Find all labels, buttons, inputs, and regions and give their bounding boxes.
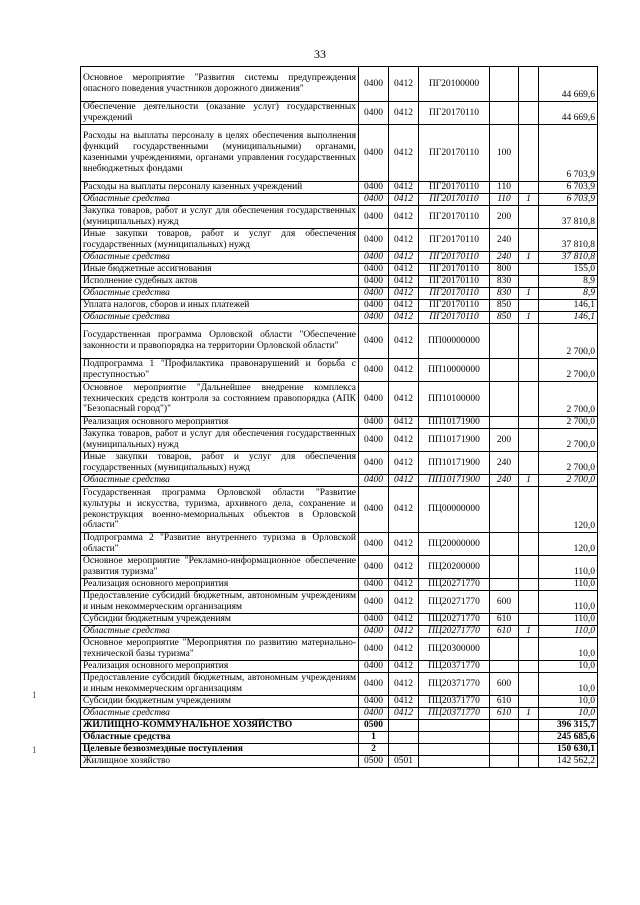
funding-source-cell	[519, 264, 539, 276]
funding-source-cell	[519, 720, 539, 732]
section-code-cell: 1	[359, 732, 389, 744]
expense-type-cell	[490, 67, 519, 102]
expense-type-cell	[490, 102, 519, 125]
row-name-cell: Жилищное хозяйство	[81, 756, 359, 768]
table-row	[81, 300, 598, 312]
expense-type-cell: 610	[490, 614, 519, 626]
row-name-cell: Областные средства	[81, 475, 359, 487]
row-name-cell: Основное мероприятие "Мероприятия по развитию материально-технической базы туризма"	[81, 638, 359, 661]
table-row	[81, 661, 598, 673]
row-name-cell: Областные средства	[81, 252, 359, 264]
funding-source-cell	[519, 382, 539, 417]
section-code-cell: 0400	[359, 382, 389, 417]
funding-source-cell	[519, 673, 539, 696]
section-code-cell: 0400	[359, 206, 389, 229]
row-name-cell: Иные закупки товаров, работ и услуг для обеспечения государственных (муниципальных) нужд	[81, 229, 359, 252]
section-code-cell: 0400	[359, 102, 389, 125]
expense-type-cell: 240	[490, 452, 519, 475]
section-code-cell: 0400	[359, 194, 389, 206]
amount-cell: 120,0	[539, 533, 598, 556]
margin-mark: 1	[32, 745, 37, 755]
funding-source-cell: 1	[519, 708, 539, 720]
section-code-cell: 0400	[359, 312, 389, 324]
section-code-cell: 0400	[359, 487, 389, 533]
subsection-code-cell: 0412	[389, 673, 419, 696]
target-article-cell: ПП10171900	[419, 417, 490, 429]
target-article-cell: ПЦ20371770	[419, 708, 490, 720]
target-article-cell	[419, 744, 490, 756]
expense-type-cell: 610	[490, 708, 519, 720]
subsection-code-cell: 0412	[389, 359, 419, 382]
target-article-cell: ПГ20170110	[419, 288, 490, 300]
expense-type-cell: 850	[490, 312, 519, 324]
expense-type-cell	[490, 732, 519, 744]
row-name-cell: Закупка товаров, работ и услуг для обеспечения государственных (муниципальных) нужд	[81, 429, 359, 452]
table-row	[81, 720, 598, 732]
section-code-cell: 0400	[359, 591, 389, 614]
amount-cell: 2 700,0	[539, 417, 598, 429]
subsection-code-cell: 0412	[389, 264, 419, 276]
target-article-cell	[419, 720, 490, 732]
amount-cell: 120,0	[539, 487, 598, 533]
funding-source-cell	[519, 276, 539, 288]
section-code-cell: 0400	[359, 696, 389, 708]
section-code-cell: 0400	[359, 614, 389, 626]
target-article-cell: ПГ20170110	[419, 102, 490, 125]
subsection-code-cell: 0412	[389, 312, 419, 324]
section-code-cell: 0400	[359, 252, 389, 264]
funding-source-cell	[519, 67, 539, 102]
funding-source-cell	[519, 182, 539, 194]
row-name-cell: Реализация основного мероприятия	[81, 579, 359, 591]
subsection-code-cell: 0412	[389, 533, 419, 556]
amount-cell: 2 700,0	[539, 359, 598, 382]
table-row	[81, 744, 598, 756]
funding-source-cell	[519, 614, 539, 626]
expense-type-cell	[490, 487, 519, 533]
funding-source-cell	[519, 417, 539, 429]
table-row	[81, 429, 598, 452]
amount-cell: 2 700,0	[539, 475, 598, 487]
amount-cell: 6 703,9	[539, 194, 598, 206]
subsection-code-cell	[389, 744, 419, 756]
target-article-cell: ПЦ20371770	[419, 661, 490, 673]
funding-source-cell	[519, 744, 539, 756]
funding-source-cell	[519, 579, 539, 591]
funding-source-cell	[519, 533, 539, 556]
section-code-cell: 0400	[359, 182, 389, 194]
subsection-code-cell: 0412	[389, 475, 419, 487]
table-row	[81, 696, 598, 708]
expense-type-cell: 830	[490, 276, 519, 288]
funding-source-cell	[519, 229, 539, 252]
amount-cell: 44 669,6	[539, 67, 598, 102]
row-name-cell: Государственная программа Орловской области "Развитие культуры и искусства, туризма, архивного дела, сохранение и реконструкция военно-мемориальных объектов в Орловской области"	[81, 487, 359, 533]
subsection-code-cell	[389, 732, 419, 744]
funding-source-cell: 1	[519, 626, 539, 638]
table-row	[81, 206, 598, 229]
section-code-cell: 0400	[359, 417, 389, 429]
section-code-cell: 0400	[359, 229, 389, 252]
amount-cell: 8,9	[539, 276, 598, 288]
table-row	[81, 556, 598, 579]
target-article-cell: ПГ20100000	[419, 67, 490, 102]
subsection-code-cell: 0412	[389, 579, 419, 591]
amount-cell: 245 685,6	[539, 732, 598, 744]
section-code-cell: 0400	[359, 452, 389, 475]
section-code-cell: 0400	[359, 579, 389, 591]
row-name-cell: Исполнение судебных актов	[81, 276, 359, 288]
subsection-code-cell: 0412	[389, 125, 419, 182]
page-number: 33	[314, 47, 326, 61]
subsection-code-cell: 0412	[389, 626, 419, 638]
amount-cell: 8,9	[539, 288, 598, 300]
funding-source-cell	[519, 359, 539, 382]
amount-cell: 37 810,8	[539, 252, 598, 264]
table-row	[81, 487, 598, 533]
amount-cell: 10,0	[539, 708, 598, 720]
subsection-code-cell: 0501	[389, 756, 419, 768]
expense-type-cell	[490, 556, 519, 579]
amount-cell: 396 315,7	[539, 720, 598, 732]
subsection-code-cell: 0412	[389, 661, 419, 673]
subsection-code-cell: 0412	[389, 67, 419, 102]
expense-type-cell: 200	[490, 429, 519, 452]
funding-source-cell: 1	[519, 288, 539, 300]
row-name-cell: Реализация основного мероприятия	[81, 661, 359, 673]
expense-type-cell	[490, 638, 519, 661]
table-row	[81, 591, 598, 614]
subsection-code-cell: 0412	[389, 382, 419, 417]
target-article-cell: ПП10171900	[419, 429, 490, 452]
row-name-cell: Расходы на выплаты персоналу в целях обеспечения выполнения функций государственными (муниципальными) органами, казенными учреждениями, органами управления государственных внебюджетных фондами	[81, 125, 359, 182]
row-name-cell: Подпрограмма 1 "Профилактика правонарушений и борьба с преступностью"	[81, 359, 359, 382]
subsection-code-cell: 0412	[389, 591, 419, 614]
row-name-cell: Закупка товаров, работ и услуг для обеспечения государственных (муниципальных) нужд	[81, 206, 359, 229]
section-code-cell: 0400	[359, 429, 389, 452]
target-article-cell: ПЦ20371770	[419, 696, 490, 708]
expense-type-cell: 610	[490, 696, 519, 708]
table-row	[81, 182, 598, 194]
row-name-cell: Уплата налогов, сборов и иных платежей	[81, 300, 359, 312]
expense-type-cell	[490, 533, 519, 556]
expense-type-cell: 610	[490, 626, 519, 638]
target-article-cell: ПП00000000	[419, 324, 490, 359]
subsection-code-cell: 0412	[389, 182, 419, 194]
row-name-cell: Областные средства	[81, 194, 359, 206]
amount-cell: 2 700,0	[539, 452, 598, 475]
section-code-cell: 0400	[359, 359, 389, 382]
subsection-code-cell: 0412	[389, 452, 419, 475]
expense-type-cell: 110	[490, 194, 519, 206]
table-row	[81, 264, 598, 276]
section-code-cell: 0400	[359, 288, 389, 300]
funding-source-cell	[519, 696, 539, 708]
row-name-cell: Расходы на выплаты персоналу казенных учреждений	[81, 182, 359, 194]
expense-type-cell: 100	[490, 125, 519, 182]
amount-cell: 2 700,0	[539, 382, 598, 417]
funding-source-cell: 1	[519, 475, 539, 487]
row-name-cell: Реализация основного мероприятия	[81, 417, 359, 429]
subsection-code-cell: 0412	[389, 429, 419, 452]
row-name-cell: Целевые безвозмездные поступления	[81, 744, 359, 756]
subsection-code-cell: 0412	[389, 487, 419, 533]
subsection-code-cell: 0412	[389, 206, 419, 229]
row-name-cell: Субсидии бюджетным учреждениям	[81, 696, 359, 708]
table-row	[81, 417, 598, 429]
row-name-cell: Предоставление субсидий бюджетным, автономным учреждениям и иным некоммерческим организациям	[81, 591, 359, 614]
row-name-cell: Областные средства	[81, 732, 359, 744]
table-row	[81, 708, 598, 720]
section-code-cell: 0500	[359, 756, 389, 768]
funding-source-cell	[519, 756, 539, 768]
subsection-code-cell: 0412	[389, 300, 419, 312]
funding-source-cell	[519, 638, 539, 661]
target-article-cell: ПЦ20271770	[419, 591, 490, 614]
subsection-code-cell: 0412	[389, 102, 419, 125]
amount-cell: 10,0	[539, 661, 598, 673]
expense-type-cell: 830	[490, 288, 519, 300]
amount-cell: 150 630,1	[539, 744, 598, 756]
expense-type-cell	[490, 661, 519, 673]
funding-source-cell	[519, 125, 539, 182]
row-name-cell: Областные средства	[81, 626, 359, 638]
target-article-cell: ПГ20170110	[419, 312, 490, 324]
funding-source-cell	[519, 661, 539, 673]
funding-source-cell	[519, 300, 539, 312]
table-row	[81, 475, 598, 487]
section-code-cell: 0400	[359, 673, 389, 696]
section-code-cell: 0400	[359, 475, 389, 487]
amount-cell: 146,1	[539, 300, 598, 312]
section-code-cell: 0400	[359, 125, 389, 182]
section-code-cell: 0400	[359, 324, 389, 359]
target-article-cell: ПГ20170110	[419, 276, 490, 288]
expense-type-cell	[490, 744, 519, 756]
expense-type-cell	[490, 324, 519, 359]
subsection-code-cell: 0412	[389, 229, 419, 252]
expense-type-cell: 240	[490, 229, 519, 252]
target-article-cell: ПЦ20371770	[419, 673, 490, 696]
target-article-cell: ПЦ20200000	[419, 556, 490, 579]
funding-source-cell	[519, 102, 539, 125]
amount-cell: 44 669,6	[539, 102, 598, 125]
amount-cell: 110,0	[539, 614, 598, 626]
target-article-cell	[419, 732, 490, 744]
target-article-cell: ПЦ20300000	[419, 638, 490, 661]
target-article-cell: ПГ20170110	[419, 206, 490, 229]
section-code-cell: 0500	[359, 720, 389, 732]
target-article-cell	[419, 756, 490, 768]
funding-source-cell	[519, 452, 539, 475]
subsection-code-cell: 0412	[389, 276, 419, 288]
subsection-code-cell: 0412	[389, 324, 419, 359]
table-row	[81, 452, 598, 475]
expense-type-cell: 240	[490, 475, 519, 487]
margin-mark: 1	[32, 690, 37, 700]
funding-source-cell	[519, 732, 539, 744]
target-article-cell: ПЦ20000000	[419, 533, 490, 556]
table-row	[81, 533, 598, 556]
amount-cell: 6 703,9	[539, 125, 598, 182]
amount-cell: 10,0	[539, 673, 598, 696]
amount-cell: 110,0	[539, 556, 598, 579]
target-article-cell: ПЦ20271770	[419, 579, 490, 591]
table-row	[81, 252, 598, 264]
expense-type-cell: 200	[490, 206, 519, 229]
subsection-code-cell: 0412	[389, 417, 419, 429]
subsection-code-cell: 0412	[389, 696, 419, 708]
funding-source-cell	[519, 206, 539, 229]
target-article-cell: ПП10171900	[419, 475, 490, 487]
section-code-cell: 0400	[359, 67, 389, 102]
subsection-code-cell: 0412	[389, 252, 419, 264]
table-row	[81, 359, 598, 382]
row-name-cell: Основное мероприятие "Дальнейшее внедрение комплекса технических средств контроля за состоянием правопорядка (АПК "Безопасный город")"	[81, 382, 359, 417]
amount-cell: 155,0	[539, 264, 598, 276]
expense-type-cell	[490, 359, 519, 382]
section-code-cell: 2	[359, 744, 389, 756]
amount-cell: 2 700,0	[539, 324, 598, 359]
row-name-cell: Областные средства	[81, 708, 359, 720]
row-name-cell: Субсидии бюджетным учреждениям	[81, 614, 359, 626]
row-name-cell: Основное мероприятие "Развития системы предупреждения опасного поведения участников дорожного движения"	[81, 67, 359, 102]
target-article-cell: ПЦ00000000	[419, 487, 490, 533]
expense-type-cell: 850	[490, 300, 519, 312]
target-article-cell: ПГ20170110	[419, 194, 490, 206]
amount-cell: 37 810,8	[539, 206, 598, 229]
section-code-cell: 0400	[359, 533, 389, 556]
funding-source-cell: 1	[519, 312, 539, 324]
subsection-code-cell: 0412	[389, 556, 419, 579]
table-row	[81, 579, 598, 591]
expense-type-cell: 600	[490, 673, 519, 696]
funding-source-cell	[519, 556, 539, 579]
expense-type-cell	[490, 579, 519, 591]
row-name-cell: Иные бюджетные ассигнования	[81, 264, 359, 276]
funding-source-cell	[519, 324, 539, 359]
section-code-cell: 0400	[359, 264, 389, 276]
budget-table	[80, 66, 598, 768]
table-row	[81, 673, 598, 696]
target-article-cell: ПГ20170110	[419, 300, 490, 312]
row-name-cell: ЖИЛИЩНО-КОММУНАЛЬНОЕ ХОЗЯЙСТВО	[81, 720, 359, 732]
row-name-cell: Областные средства	[81, 288, 359, 300]
target-article-cell: ПГ20170110	[419, 182, 490, 194]
target-article-cell: ПЦ20271770	[419, 626, 490, 638]
table-row	[81, 382, 598, 417]
target-article-cell: ПП10000000	[419, 359, 490, 382]
target-article-cell: ПГ20170110	[419, 264, 490, 276]
row-name-cell: Областные средства	[81, 312, 359, 324]
row-name-cell: Обеспечение деятельности (оказание услуг) государственных учреждений	[81, 102, 359, 125]
funding-source-cell	[519, 487, 539, 533]
target-article-cell: ПП10171900	[419, 452, 490, 475]
target-article-cell: ПГ20170110	[419, 229, 490, 252]
table-row	[81, 312, 598, 324]
table-row	[81, 756, 598, 768]
table-row	[81, 276, 598, 288]
section-code-cell: 0400	[359, 638, 389, 661]
expense-type-cell	[490, 720, 519, 732]
amount-cell: 110,0	[539, 591, 598, 614]
target-article-cell: ПЦ20271770	[419, 614, 490, 626]
table-row	[81, 194, 598, 206]
subsection-code-cell	[389, 720, 419, 732]
expense-type-cell: 110	[490, 182, 519, 194]
subsection-code-cell: 0412	[389, 194, 419, 206]
expense-type-cell: 600	[490, 591, 519, 614]
section-code-cell: 0400	[359, 276, 389, 288]
row-name-cell: Основное мероприятие "Рекламно-информационное обеспечение развития туризма"	[81, 556, 359, 579]
expense-type-cell	[490, 756, 519, 768]
funding-source-cell: 1	[519, 252, 539, 264]
table-row	[81, 288, 598, 300]
row-name-cell: Государственная программа Орловской области "Обеспечение законности и правопорядка на территории Орловской области"	[81, 324, 359, 359]
section-code-cell: 0400	[359, 708, 389, 720]
funding-source-cell: 1	[519, 194, 539, 206]
expense-type-cell: 240	[490, 252, 519, 264]
table-row	[81, 638, 598, 661]
expense-type-cell	[490, 417, 519, 429]
table-row	[81, 732, 598, 744]
target-article-cell: ПГ20170110	[419, 125, 490, 182]
expense-type-cell	[490, 382, 519, 417]
table-row	[81, 125, 598, 182]
table-row	[81, 102, 598, 125]
amount-cell: 6 703,9	[539, 182, 598, 194]
amount-cell: 142 562,2	[539, 756, 598, 768]
amount-cell: 10,0	[539, 638, 598, 661]
row-name-cell: Иные закупки товаров, работ и услуг для обеспечения государственных (муниципальных) нужд	[81, 452, 359, 475]
table-row	[81, 324, 598, 359]
row-name-cell: Подпрограмма 2 "Развитие внутреннего туризма в Орловской области"	[81, 533, 359, 556]
amount-cell: 2 700,0	[539, 429, 598, 452]
expense-type-cell: 800	[490, 264, 519, 276]
funding-source-cell	[519, 591, 539, 614]
amount-cell: 37 810,8	[539, 229, 598, 252]
funding-source-cell	[519, 429, 539, 452]
subsection-code-cell: 0412	[389, 708, 419, 720]
target-article-cell: ПГ20170110	[419, 252, 490, 264]
amount-cell: 110,0	[539, 626, 598, 638]
amount-cell: 10,0	[539, 696, 598, 708]
amount-cell: 110,0	[539, 579, 598, 591]
table-row	[81, 229, 598, 252]
section-code-cell: 0400	[359, 626, 389, 638]
table-row	[81, 626, 598, 638]
section-code-cell: 0400	[359, 556, 389, 579]
section-code-cell: 0400	[359, 661, 389, 673]
subsection-code-cell: 0412	[389, 614, 419, 626]
subsection-code-cell: 0412	[389, 638, 419, 661]
section-code-cell: 0400	[359, 300, 389, 312]
target-article-cell: ПП10100000	[419, 382, 490, 417]
table-row	[81, 67, 598, 102]
row-name-cell: Предоставление субсидий бюджетным, автономным учреждениям и иным некоммерческим организациям	[81, 673, 359, 696]
table-row	[81, 614, 598, 626]
subsection-code-cell: 0412	[389, 288, 419, 300]
amount-cell: 146,1	[539, 312, 598, 324]
